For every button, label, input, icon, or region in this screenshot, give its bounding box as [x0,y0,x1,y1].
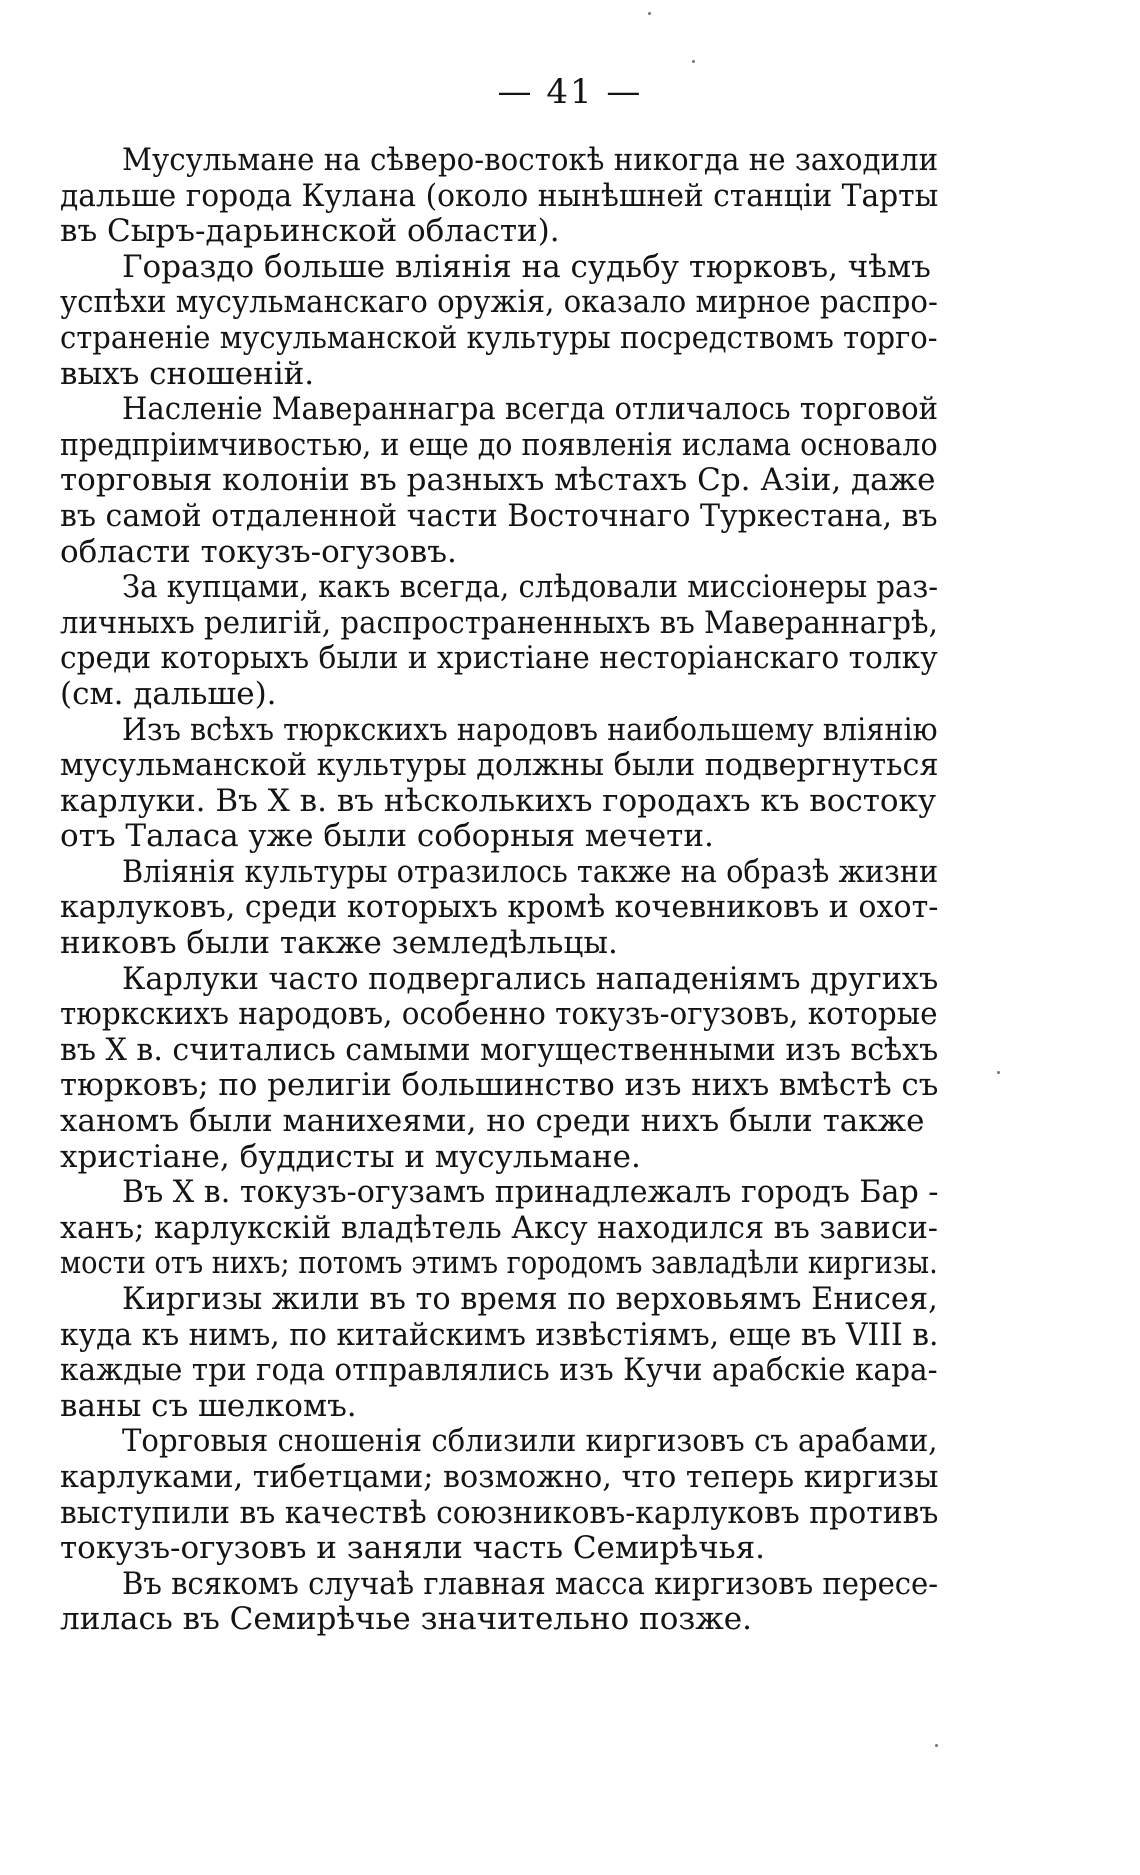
text-line: карлуки. Въ X в. въ нѣсколькихъ городахъ къ востоку [60,782,937,819]
text-line: Насленіе Мавераннагра всегда отличалось торговой [122,391,939,428]
text-line: выступили въ качествѣ союзниковъ-карлуковъ противъ [60,1494,939,1531]
text-line: Въ X в. токузъ-огузамъ принадлежалъ городъ Бар - [122,1174,939,1211]
paragraph-10 [60,1424,938,1566]
text-line: въ X в. считались самыми могущественными изъ всѣхъ [60,1031,939,1068]
text-line: среди которыхъ были и христіане несторіанскаго толку [60,640,938,677]
paragraph-5 [60,713,938,855]
text-line: успѣхи мусульманскаго оружія, оказало мирное распро- [60,284,938,321]
paragraph-4 [60,570,938,712]
paragraph-1 [60,143,938,250]
text-line: карлуковъ, среди которыхъ кромѣ кочевниковъ и охот- [60,889,939,926]
text-line: торговыя колоніи въ разныхъ мѣстахъ Ср. Азіи, даже [60,462,936,499]
text-line: токузъ-огузовъ и заняли часть Семирѣчья. [60,1530,765,1567]
scan-speck [997,1071,1000,1074]
text-line: ханомъ были манихеями, но среди нихъ были также [60,1103,925,1140]
text-line: тюркскихъ народовъ, особенно токузъ-огузовъ, которые [60,996,938,1033]
text-line: Карлуки часто подвергались нападеніямъ другихъ [122,960,939,997]
text-line: мусульманской культуры должны были подвергнуться [60,747,939,784]
text-line: никовъ были также земледѣльцы. [60,925,618,962]
text-line: куда къ нимъ, по китайскимъ извѣстіямъ, еще въ VIII в. [60,1316,939,1353]
paragraph-11 [60,1567,938,1638]
paragraph-8 [60,1175,938,1282]
text-line: (см. дальше). [60,675,277,712]
text-line: тюрковъ; по религіи большинство изъ нихъ вмѣстѣ съ [60,1067,939,1104]
text-line: Въ всякомъ случаѣ главная масса киргизовъ пересе- [122,1565,939,1602]
text-line: предпріимчивостью, и еще до появленія ислама основало [60,426,938,463]
text-line: лилась въ Семирѣчье значительно позже. [60,1601,753,1638]
text-line: области токузъ-огузовъ. [60,533,457,570]
paragraph-3 [60,392,938,570]
text-line: Мусульмане на сѣверо-востокѣ никогда не заходили [122,142,939,178]
text-line: Киргизы жили въ то время по верховьямъ Енисея, [122,1281,938,1317]
scan-speck [692,60,695,63]
text-line: выхъ сношеній. [60,355,315,392]
paragraph-6 [60,855,938,962]
text-line: карлуками, тибетцами; возможно, что теперь киргизы [60,1458,939,1495]
paragraph-2 [60,250,938,392]
text-line: Вліянія культуры отразилось также на образѣ жизни [122,853,939,890]
text-line: Гораздо больше вліянія на судьбу тюрковъ, чѣмъ [122,248,931,285]
text-line: дальше города Кулана (около нынѣшней станціи Тарты [60,177,939,214]
page-number: — 41 — [497,72,643,112]
text-line: Торговыя сношенія сблизили киргизовъ съ арабами, [122,1423,938,1460]
text-line: отъ Таласа уже были соборныя мечети. [60,818,714,855]
text-line: въ Сыръ-дарьинской области). [60,213,560,250]
text-line: Изъ всѣхъ тюркскихъ народовъ наибольшему вліянію [122,711,938,748]
text-line: христіане, буддисты и мусульмане. [60,1138,641,1175]
text-line: мости отъ нихъ; потомъ этимъ городомъ завладѣли киргизы. [60,1245,938,1282]
body-text [60,143,938,1638]
text-line: личныхъ религій, распространенныхъ въ Мавераннагрѣ, [60,604,938,641]
text-line: каждые три года отправлялись изъ Кучи арабскіе кара- [60,1352,938,1389]
paragraph-9 [60,1282,938,1424]
paragraph-7 [60,962,938,1176]
text-line: страненіе мусульманской культуры посредствомъ торго- [60,319,938,356]
scan-speck [935,1744,938,1747]
text-line: За купцами, какъ всегда, слѣдовали миссіонеры раз- [122,569,939,606]
scan-speck [648,12,651,15]
text-line: ханъ; карлукскій владѣтель Аксу находился въ зависи- [60,1209,938,1246]
text-line: въ самой отдаленной части Восточнаго Туркестана, въ [60,497,938,534]
text-line: ваны съ шелкомъ. [60,1387,357,1424]
